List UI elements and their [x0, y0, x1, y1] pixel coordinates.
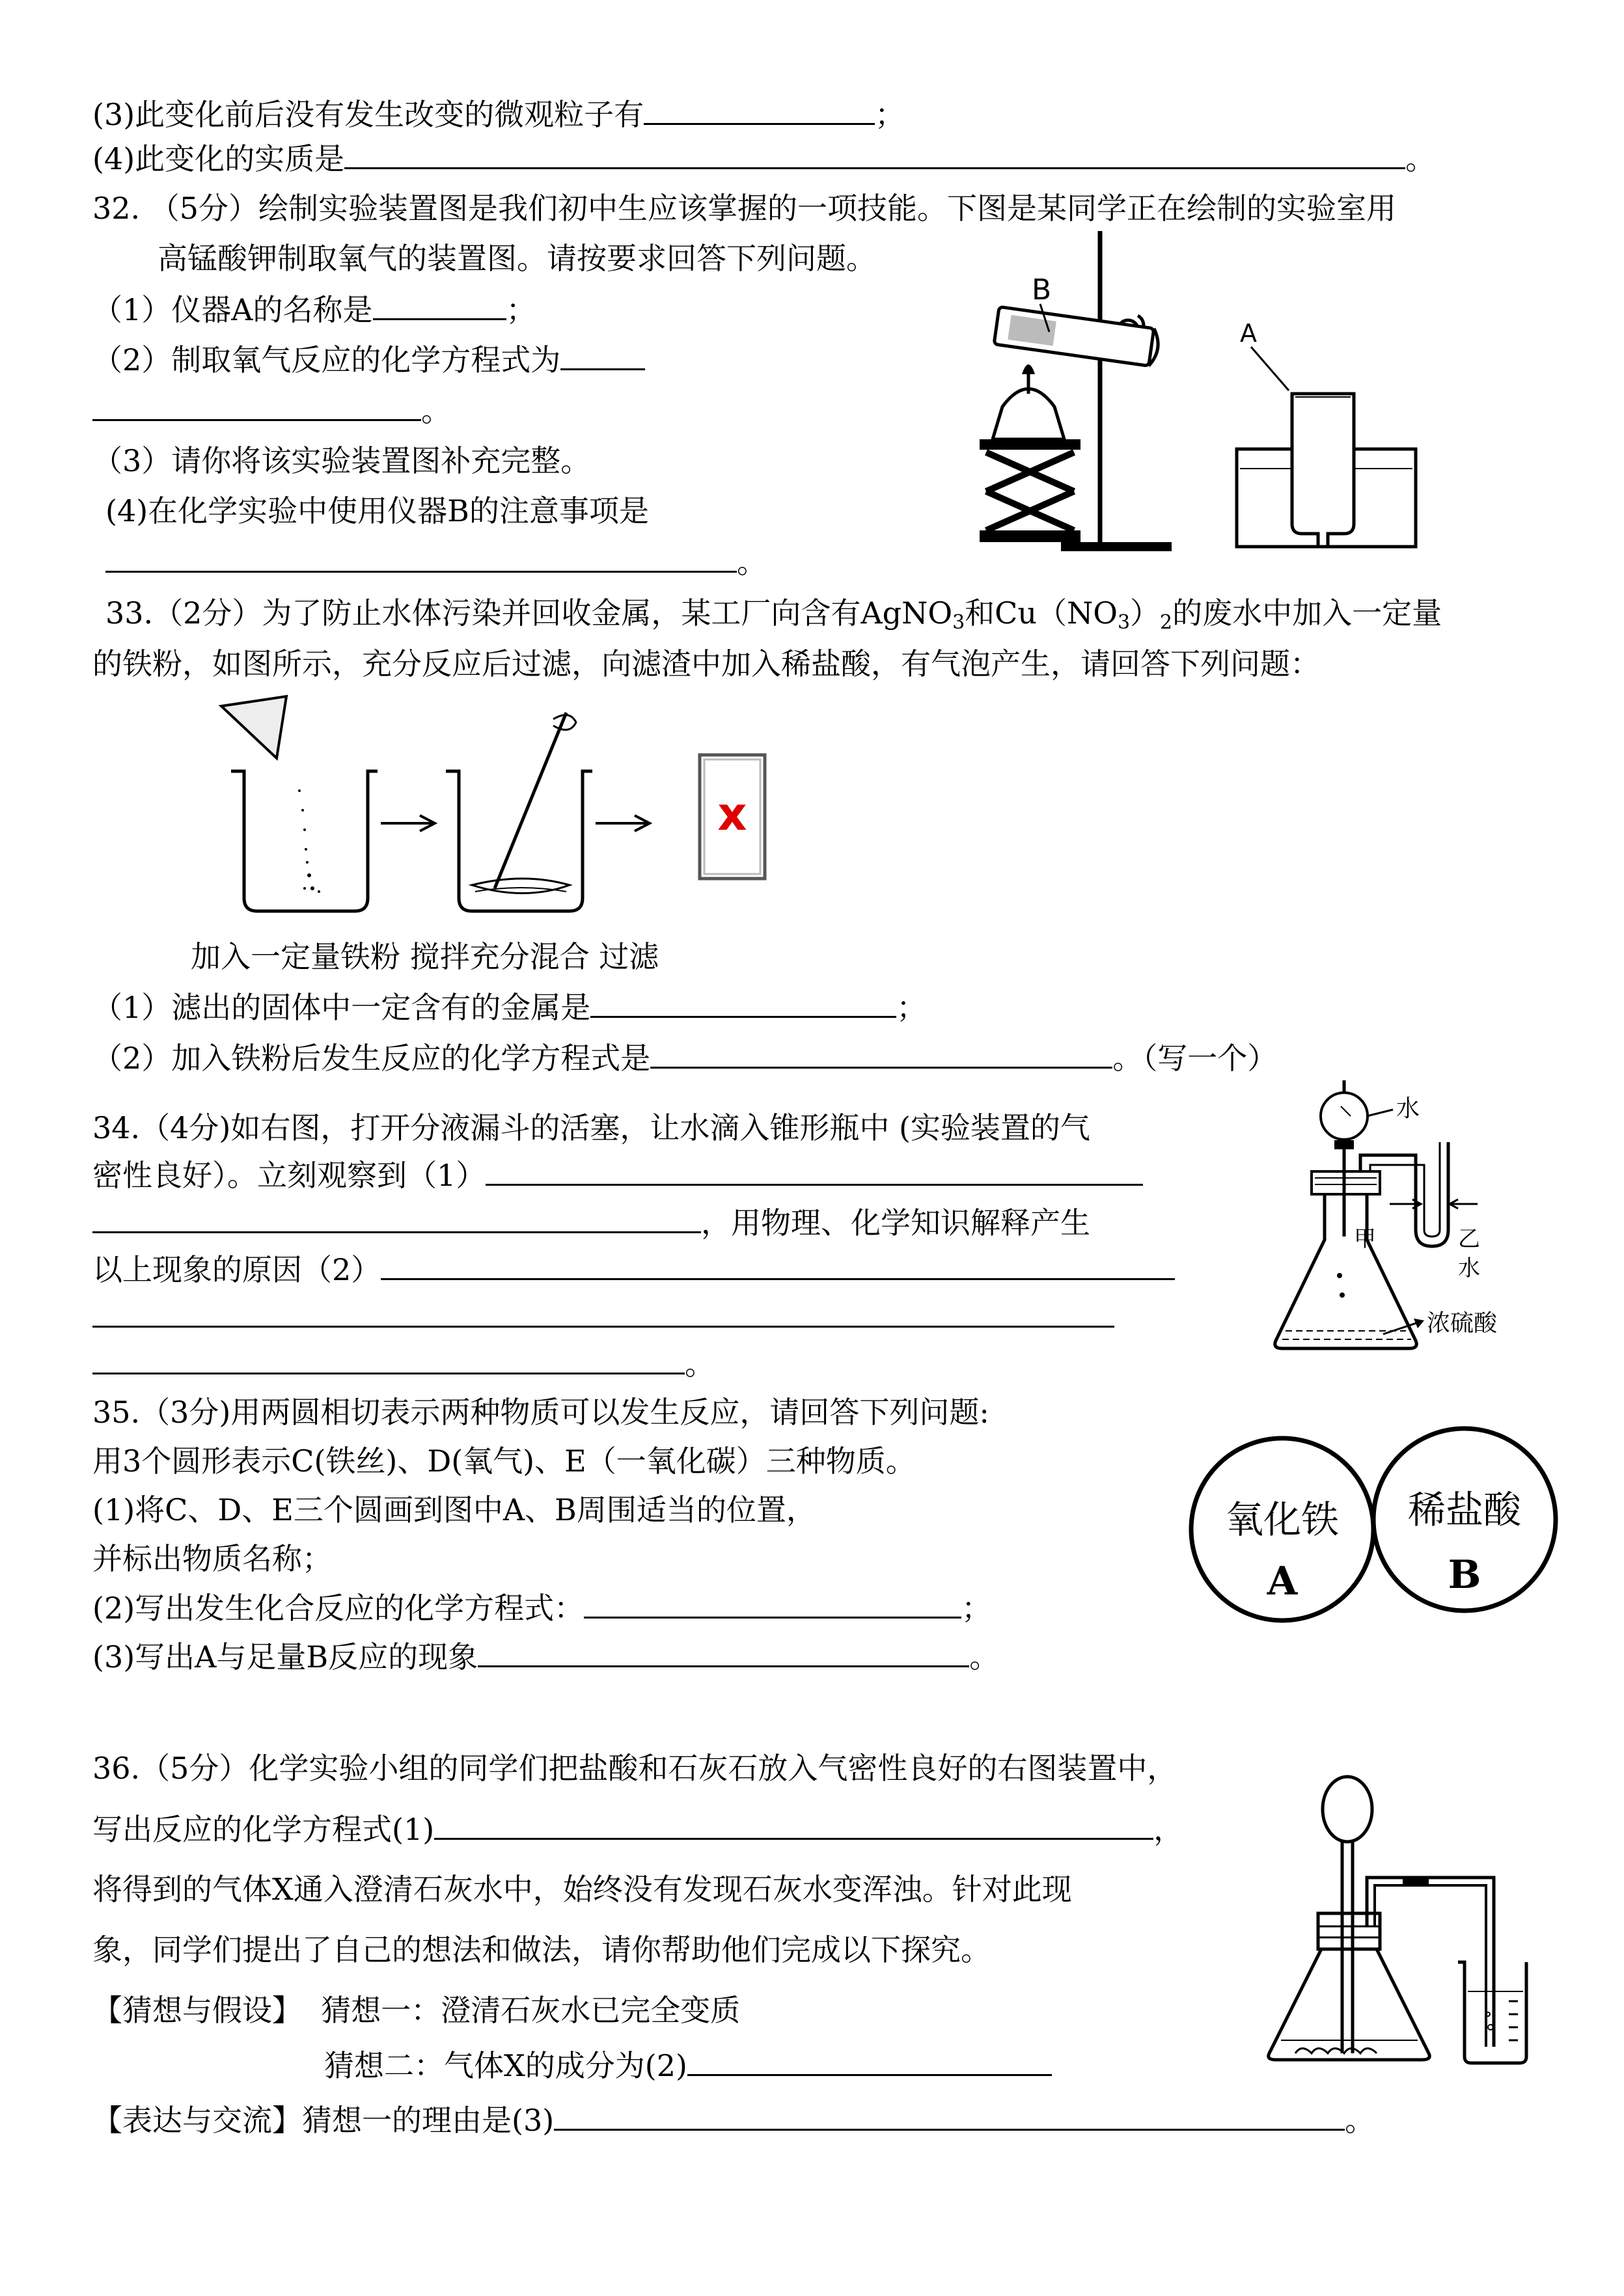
answer-blank[interactable] — [92, 1203, 701, 1233]
answer-blank[interactable] — [92, 1344, 685, 1374]
q35-line-2: 用3个圆形表示C(铁丝)、D(氧气)、E（一氧化碳）三种物质。 — [92, 1443, 916, 1479]
circle-a-name: 氧化铁 — [1225, 1497, 1340, 1542]
answer-blank[interactable] — [560, 340, 645, 370]
circle-a-letter: A — [1267, 1559, 1298, 1604]
label-yi: 乙 — [1458, 1226, 1480, 1252]
q36-express: 【表达与交流】猜想一的理由是(3) 。 — [92, 2100, 1375, 2140]
q34-line-5 — [92, 1297, 1114, 1337]
answer-blank[interactable] — [650, 1038, 1112, 1069]
q32-part-1: （1）仪器A的名称是 ； — [92, 290, 536, 329]
q32-part-2: （2）制取氧气反应的化学方程式为 — [92, 340, 645, 379]
q35-part-1b: 并标出物质名称； — [92, 1541, 332, 1576]
q31-line-4: (4)此变化的实质是 。 — [92, 139, 1435, 178]
circle-b-letter: B — [1448, 1552, 1481, 1598]
q36-line-2: 写出反应的化学方程式(1) ， — [92, 1809, 1183, 1849]
separatory-funnel-figure — [1263, 1080, 1562, 1367]
oxygen-apparatus-figure — [963, 225, 1432, 560]
q36-line-3: 将得到的气体X通入澄清石灰水中，始终没有发现石灰水变浑浊。针对此现 — [92, 1872, 1072, 1907]
q36-line-4: 象，同学们提出了自己的想法和做法，请你帮助他们完成以下探究。 — [92, 1932, 991, 1967]
answer-blank[interactable] — [344, 139, 1405, 169]
answer-blank[interactable] — [373, 290, 506, 320]
answer-blank[interactable] — [644, 94, 875, 125]
answer-blank[interactable] — [554, 2100, 1345, 2131]
q33-figure-caption: 加入一定量铁粉 搅拌充分混合 过滤 — [191, 939, 659, 974]
circle-b-name: 稀盐酸 — [1407, 1488, 1522, 1532]
q34-line-3: ，用物理、化学知识解释产生 — [92, 1203, 1090, 1242]
answer-blank[interactable] — [92, 390, 421, 421]
q32-part-4-cont: 。 — [105, 542, 767, 582]
label-conc-sulfuric-acid: 浓硫酸 — [1427, 1310, 1498, 1337]
answer-blank[interactable] — [687, 2045, 1052, 2076]
q32-heading: 32. （5分）绘制实验装置图是我们初中生应该掌握的一项技能。下图是某同学正在绘制的实验室用 — [92, 191, 1397, 226]
answer-blank[interactable] — [584, 1588, 961, 1619]
q35-part-2: (2)写出发生化合反应的化学方程式： ； — [92, 1588, 991, 1628]
q34-line-6: 。 — [92, 1344, 715, 1384]
q32-part-3: （3）请你将该实验装置图补充完整。 — [92, 443, 591, 478]
answer-blank[interactable] — [478, 1637, 969, 1667]
answer-blank[interactable] — [105, 542, 737, 573]
q32-heading-2: 高锰酸钾制取氧气的装置图。请按要求回答下列问题。 — [158, 241, 876, 276]
q33-heading: 33.（2分）为了防止水体污染并回收金属，某工厂向含有AgNO$_3$和$Cu(NO_3)_2$的废水中加入一定量 — [105, 595, 1442, 634]
q33-part-1: （1）滤出的固体中一定含有的金属是 ； — [92, 987, 926, 1027]
answer-blank[interactable] — [590, 987, 896, 1018]
tangent-circles-figure — [1185, 1419, 1562, 1640]
label-a: A — [1240, 319, 1257, 348]
q34-line-4: 以上现象的原因（2） — [92, 1250, 1175, 1289]
answer-blank[interactable] — [434, 1809, 1153, 1840]
answer-blank[interactable] — [92, 1297, 1114, 1328]
q32-part-2-cont: 。 — [92, 390, 451, 430]
q31-line-3: (3)此变化前后没有发生改变的微观粒子有 ； — [92, 94, 905, 134]
label-water-2: 水 — [1458, 1255, 1480, 1281]
q33-heading-2: 的铁粉，如图所示，充分反应后过滤，向滤渣中加入稀盐酸，有气泡产生，请回答下列问题： — [92, 646, 1320, 681]
q34-line-2: 密性良好）。立刻观察到（1） — [92, 1155, 1143, 1195]
label-jia: 甲 — [1354, 1226, 1376, 1252]
label-b: B — [1032, 273, 1052, 307]
q36-heading: 36.（5分）化学实验小组的同学们把盐酸和石灰石放入气密性良好的右图装置中， — [92, 1751, 1177, 1786]
q34-heading: 34.（4分)如右图，打开分液漏斗的活塞，让水滴入锥形瓶中 (实验装置的气 — [92, 1110, 1090, 1145]
q36-guess-1: 【猜想与假设】 猜想一：澄清石灰水已完全变质 — [92, 1993, 741, 2028]
iron-powder-process-figure — [215, 693, 788, 914]
co2-generation-figure — [1256, 1767, 1530, 2073]
q36-guess-2: 猜想二：气体X的成分为(2) — [324, 2045, 1052, 2085]
q35-part-3: (3)写出A与足量B反应的现象 。 — [92, 1637, 999, 1676]
q33-part-2: （2）加入铁粉后发生反应的化学方程式是 。（写一个） — [92, 1038, 1277, 1078]
q35-heading: 35.（3分)用两圆相切表示两种物质可以发生反应，请回答下列问题: — [92, 1395, 989, 1430]
answer-blank[interactable] — [381, 1250, 1175, 1280]
q35-part-1: (1)将C、D、E三个圆画到图中A、B周围适当的位置， — [92, 1492, 816, 1527]
broken-image-icon: x — [717, 787, 747, 841]
answer-blank[interactable] — [486, 1155, 1143, 1186]
q32-part-4: (4)在化学实验中使用仪器B的注意事项是 — [105, 493, 649, 528]
label-water: 水 — [1396, 1095, 1420, 1122]
